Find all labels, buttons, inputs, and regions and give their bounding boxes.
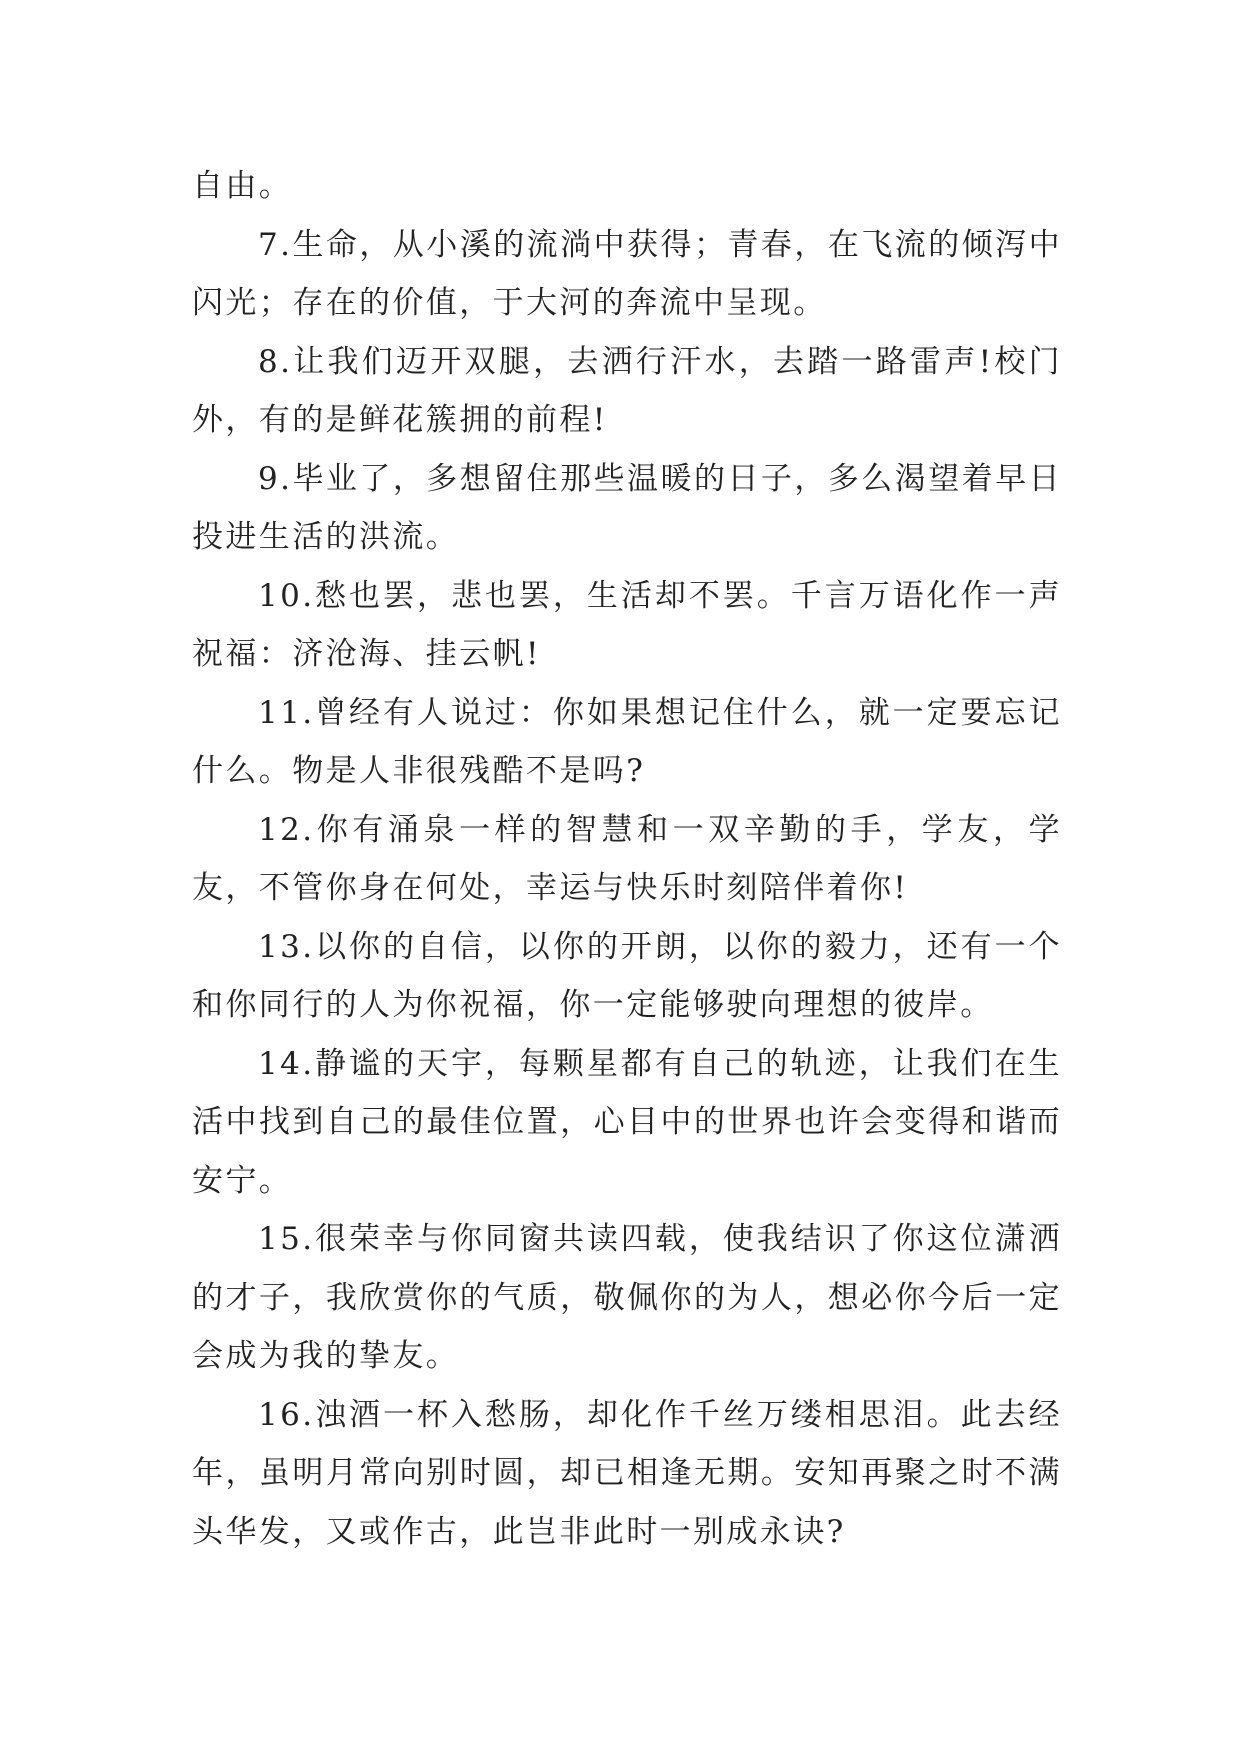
paragraph-item-10: 10.愁也罢，悲也罢，生活却不罢。千言万语化作一声祝福：济沧海、挂云帆! [192, 577, 1062, 672]
paragraph-item-7: 7.生命，从小溪的流淌中获得；青春，在飞流的倾泻中闪光；存在的价值，于大河的奔流中呈现。 [192, 226, 1062, 321]
paragraph-item-12: 12.你有涌泉一样的智慧和一双辛勤的手，学友，学友，不管你身在何处，幸运与快乐时刻陪伴着你! [192, 811, 1062, 906]
document-body [192, 157, 1062, 1561]
paragraph-item-14: 14.静谧的天宇，每颗星都有自己的轨迹，让我们在生活中找到自己的最佳位置，心目中的世界也许会变得和谐而安宁。 [192, 1045, 1062, 1199]
paragraph-continuation: 自由。 [192, 168, 293, 204]
paragraph-item-9: 9.毕业了，多想留住那些温暖的日子，多么渴望着早日投进生活的洪流。 [192, 460, 1062, 555]
paragraph-item-13: 13.以你的自信，以你的开朗，以你的毅力，还有一个和你同行的人为你祝福，你一定能够驶向理想的彼岸。 [192, 928, 1062, 1023]
paragraph-item-11: 11.曾经有人说过：你如果想记住什么，就一定要忘记什么。物是人非很残酷不是吗? [192, 694, 1062, 789]
paragraph-item-15: 15.很荣幸与你同窗共读四载，使我结识了你这位潇洒的才子，我欣赏你的气质，敬佩你的为人，想必你今后一定会成为我的挚友。 [192, 1221, 1062, 1374]
paragraph-item-8: 8.让我们迈开双腿，去洒行汗水，去踏一路雷声!校门外，有的是鲜花簇拥的前程! [192, 343, 1062, 438]
paragraph-item-16: 16.浊酒一杯入愁肠，却化作千丝万缕相思泪。此去经年，虽明月常向别时圆，却已相逢无期。安知再聚之时不满头华发，又或作古，此岂非此时一别成永诀? [192, 1396, 1062, 1550]
